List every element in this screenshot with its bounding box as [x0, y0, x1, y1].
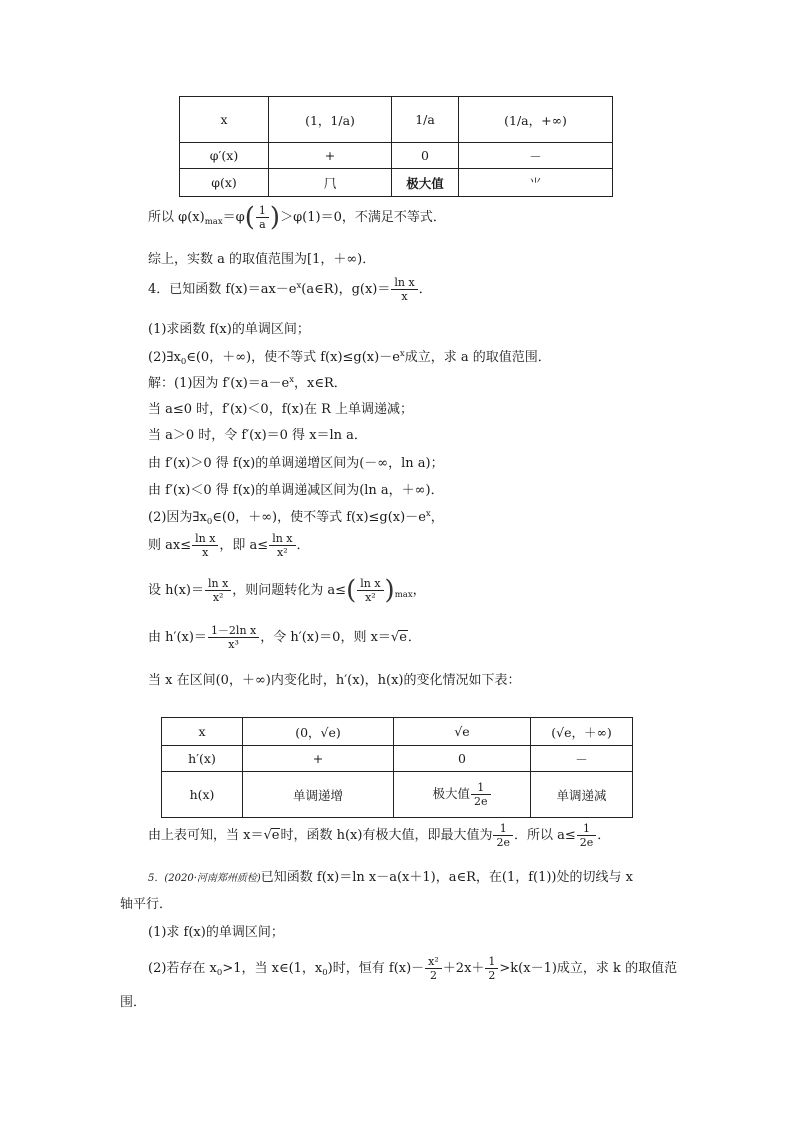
text-line: (1)求函数 f(x)的单调区间；: [148, 322, 310, 337]
text: x: [399, 349, 405, 359]
table-cell: h′(x): [162, 746, 243, 772]
text: max: [394, 590, 413, 600]
text: ，: [412, 583, 426, 598]
text-line: 所以 $\varphi(x)_{max}=\varphi$( $\frac{1}{a}$ )＞φ(1)＝0，不满足不等式．: [148, 202, 446, 233]
table-cell: φ(x): [180, 169, 269, 197]
table-cell: [394, 772, 531, 818]
text: x: [425, 509, 431, 519]
text: ＋2x＋: [442, 961, 485, 976]
text: 时，函数 h(x)有极大值，即最大值为: [280, 828, 493, 843]
fraction: $\frac{\text{ln x}}{\text{x²}}$: [357, 577, 383, 604]
table-cell: h(x): [162, 772, 243, 818]
text-line: 由 f′(x)＞0 得 f(x)的单调递增区间为(－∞，ln a)；: [148, 456, 444, 471]
fraction: $\frac{\text{1－2ln x}}{\text{x³}}$: [208, 624, 259, 651]
table-cell: x: [180, 97, 269, 143]
text-line: 围．: [120, 995, 147, 1010]
text: ＞φ(1)＝0，不满足不等式．: [280, 210, 446, 225]
text-line: 设 h(x)＝ $\frac{\text{ln x}}{\text{x²}}$ ，则问题转化为 a≤( $\frac{\text{ln x}}{\text{x²}}$ )$_{max}$，: [148, 575, 426, 606]
text: ∈(0，＋∞)，使不等式 f(x)≤g(x)－e: [186, 350, 400, 365]
text: ．: [597, 828, 611, 843]
text-line: 综上，实数 a 的取值范围为[1，＋∞)．: [148, 252, 376, 267]
text: max: [204, 217, 223, 227]
text: >1，当 x∈(1，x: [222, 961, 323, 976]
text: (2)∃x: [148, 350, 181, 365]
problem-4-title: [148, 276, 432, 303]
text: 已知函数 f(x)＝ln x－a(x＋1)，a∈R，在(1，f(1))处的切线与 x: [260, 870, 633, 885]
table-cell: φ′(x): [180, 143, 269, 169]
fraction: $\frac{\text{ln x}}{x}$: [391, 276, 417, 303]
table-cell: (√e，＋∞): [531, 718, 633, 746]
text: ．: [418, 282, 432, 297]
text-line: (1)求 f(x)的单调区间；: [148, 925, 284, 940]
table-cell: 0: [394, 746, 531, 772]
text: 则 ax≤: [148, 538, 192, 553]
fraction: $\frac{1}{2e}$: [493, 822, 513, 849]
text: (2)因为∃x: [148, 510, 207, 525]
table-cell: －: [459, 143, 613, 169]
text: 设 h(x)＝: [148, 583, 204, 598]
text: 由上表可知，当 x＝: [148, 828, 264, 843]
table-cell: +: [269, 143, 392, 169]
text: ，即 a≤: [219, 538, 269, 553]
text: ，则问题转化为 a≤: [232, 583, 347, 598]
text: x: [289, 375, 295, 385]
text: e: [271, 828, 280, 843]
fraction: $\frac{1}{2e}$: [577, 822, 597, 849]
text-line: 由上表可知，当 x＝√e时，函数 h(x)有极大值，即最大值为 $\frac{1}{2e}$ ．所以 a≤ $\frac{1}{2e}$ ．: [148, 822, 611, 849]
text: 成立，求 a 的取值范围．: [404, 350, 551, 365]
table-cell: 极大值: [392, 169, 459, 197]
text: )时，恒有 f(x)－: [327, 961, 425, 976]
text-line: [148, 346, 551, 367]
text: 0: [206, 517, 213, 527]
table-cell: ⺌: [459, 169, 613, 197]
text-line: 轴平行．: [120, 897, 173, 912]
text-line: [148, 372, 347, 391]
fraction: $\frac{\text{ln x}}{x}$: [192, 532, 218, 559]
problem-5-title: [148, 866, 633, 885]
text: 0: [180, 357, 187, 367]
table-cell: 0: [392, 143, 459, 169]
fraction: $\frac{\text{ln x}}{\text{x²}}$: [269, 532, 295, 559]
text: ．: [407, 630, 421, 645]
text: x: [296, 281, 302, 291]
table-cell: (1，1/a): [269, 97, 392, 143]
text-line: 当 a＞0 时，令 f′(x)＝0 得 x＝ln a．: [148, 428, 367, 443]
text: >k(x－1)成立，求 k 的取值范: [499, 961, 678, 976]
text: 0: [216, 968, 223, 978]
text: 4．已知函数 f(x)＝ax－e: [148, 282, 297, 297]
text: (a∈R)，g(x)＝: [301, 282, 391, 297]
source-tag: 5．(2020·河南郑州质检): [148, 873, 261, 884]
text-line: [148, 506, 444, 527]
text: 极大值: [432, 786, 470, 801]
text: ，令 h′(x)＝0，则 x＝: [260, 630, 391, 645]
text: 0: [322, 968, 328, 978]
table-phi: [179, 96, 613, 197]
table-cell: +: [243, 746, 394, 772]
text-line: 由 f′(x)＜0 得 f(x)的单调递减区间为(ln a，＋∞)．: [148, 483, 444, 498]
text-line: 由 h′(x)＝ $\frac{\text{1－2ln x}}{\text{x³}}$ ，令 h′(x)＝0，则 x＝√e．: [148, 624, 421, 651]
text-line: 当 x 在区间(0，＋∞)内变化时，h′(x)，h(x)的变化情况如下表：: [148, 673, 521, 688]
fraction: $\frac{\text{ln x}}{\text{x²}}$: [205, 577, 231, 604]
text: ＝φ: [222, 210, 245, 225]
table-cell: x: [162, 718, 243, 746]
text-line: 当 a≤0 时，f′(x)＜0，f(x)在 R 上单调递减；: [148, 402, 414, 417]
fraction: $\frac{1}{2}$: [485, 955, 498, 982]
table-cell: ⺇: [269, 169, 392, 197]
text: e: [399, 630, 407, 645]
fraction: $\frac{\text{x²}}{2}$: [425, 955, 442, 982]
text: ，x∈R．: [294, 376, 347, 391]
table-cell: √e: [394, 718, 531, 746]
table-cell: (0，√e): [243, 718, 394, 746]
text-line: [148, 532, 310, 559]
fraction: $\frac{1}{a}$: [256, 204, 269, 231]
table-cell: 单调递减: [531, 772, 633, 818]
text: 所以 φ(x): [148, 210, 205, 225]
table-cell: 单调递增: [243, 772, 394, 818]
text: ，: [430, 510, 444, 525]
text: (2)若存在 x: [148, 961, 217, 976]
table-h: [161, 717, 633, 818]
text: 解：(1)因为 f′(x)＝a－e: [148, 376, 290, 391]
text: ∈(0，＋∞)，使不等式 f(x)≤g(x)－e: [212, 510, 426, 525]
text-line: [148, 955, 677, 982]
table-cell: 1/a: [392, 97, 459, 143]
text: ．所以 a≤: [513, 828, 576, 843]
table-cell: (1/a，+∞): [459, 97, 613, 143]
text: 由 h′(x)＝: [148, 630, 207, 645]
text: ．: [296, 538, 310, 553]
table-cell: －: [531, 746, 633, 772]
fraction: $\frac{1}{2e}$: [471, 781, 491, 808]
